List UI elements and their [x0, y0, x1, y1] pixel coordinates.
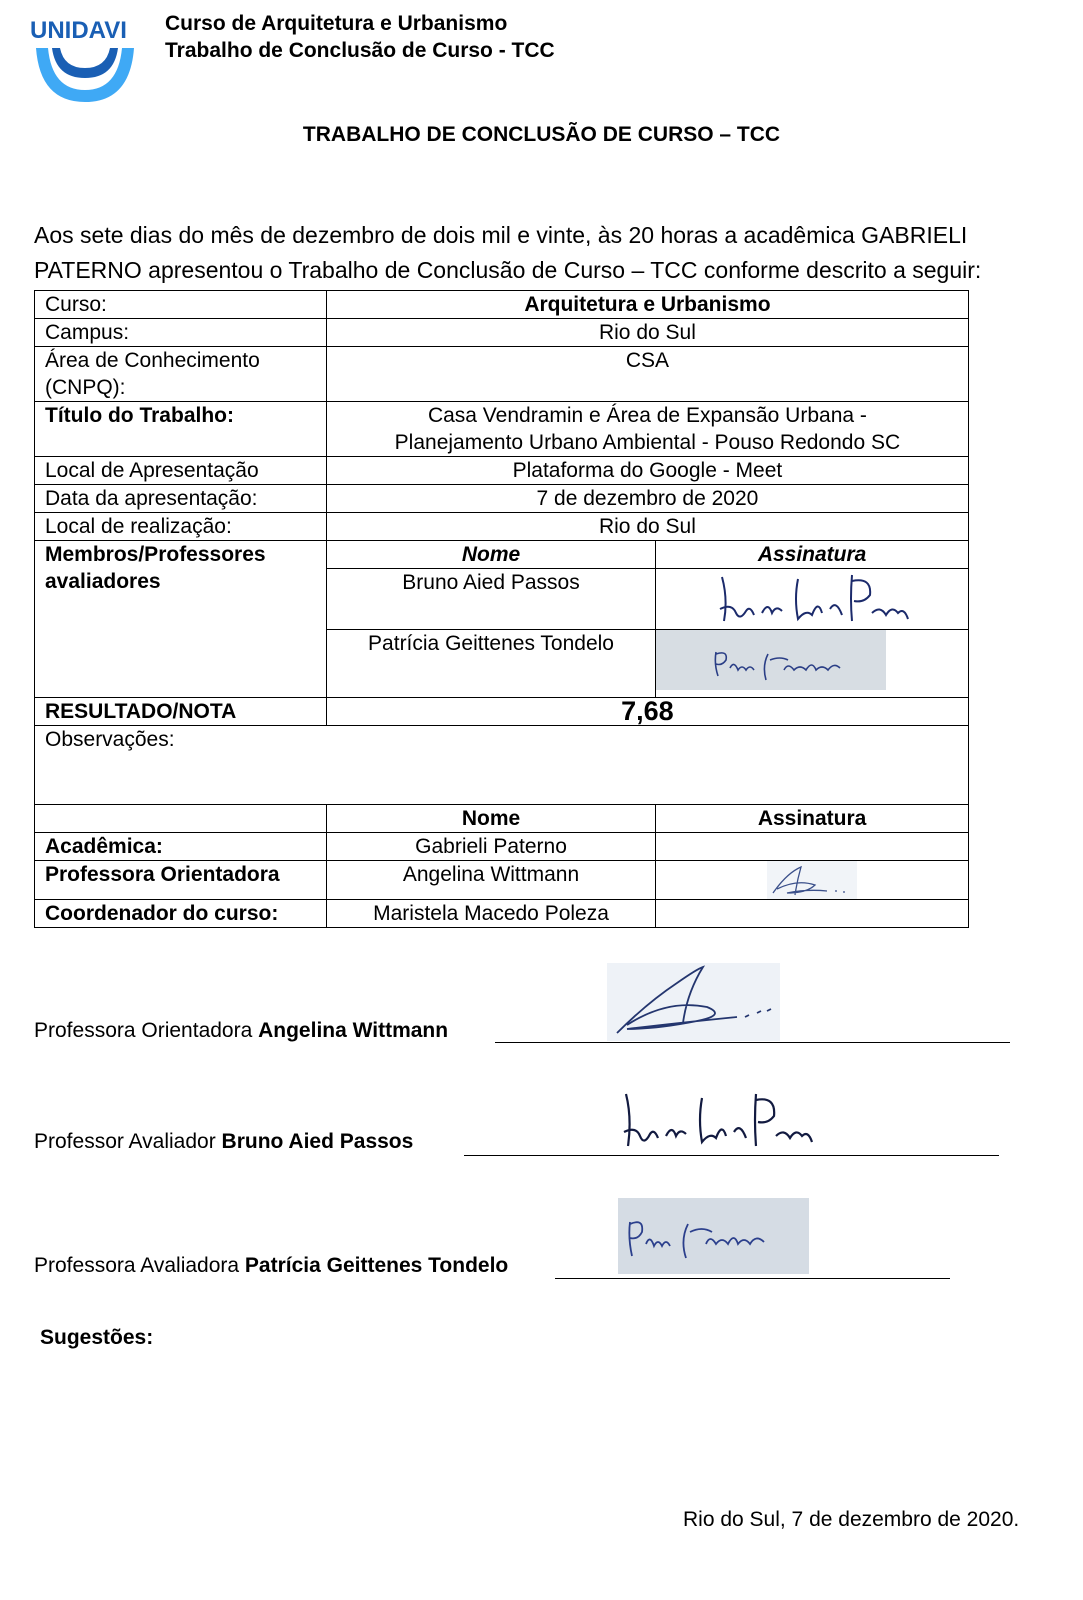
coordenador-value: Maristela Macedo Poleza	[326, 900, 655, 928]
row-academica	[35, 833, 969, 861]
local-realizacao-label: Local de realização:	[35, 513, 327, 541]
sugestoes-label: Sugestões:	[40, 1326, 154, 1349]
local-apresentacao-label: Local de Apresentação	[35, 457, 327, 485]
orientadora-prefix: Professora Orientadora	[34, 1019, 259, 1042]
document-title: TRABALHO DE CONCLUSÃO DE CURSO – TCC	[302, 123, 781, 146]
row-local-apresentacao	[35, 457, 969, 485]
avaliador-name: Bruno Aied Passos	[221, 1130, 414, 1153]
coordenador-signature	[656, 900, 969, 928]
intro-line-1: Aos sete dias do mês de dezembro de dois mil e vinte, às 20 horas a acadêmica GABRIELI	[34, 222, 968, 248]
orientadora-signature-line	[34, 1019, 448, 1043]
orientadora-label: Professora Orientadora	[35, 861, 327, 900]
evaluation-table	[34, 290, 969, 928]
titulo-label: Título do Trabalho:	[35, 402, 327, 457]
row-orientadora	[35, 861, 969, 900]
titulo-value	[326, 402, 968, 457]
titulo-line-1: Casa Vendramin e Área de Expansão Urbana -	[427, 404, 867, 427]
curso-label: Curso:	[35, 291, 327, 319]
avaliador-prefix: Professor Avaliador	[34, 1130, 222, 1153]
resultado-value: 7,68	[326, 698, 968, 726]
unidavi-logo	[30, 12, 140, 107]
orientadora-name: Angelina Wittmann	[258, 1019, 449, 1042]
orientadora-value: Angelina Wittmann	[326, 861, 655, 900]
avaliador-1-signature	[656, 569, 969, 630]
academica-signature	[656, 833, 969, 861]
data-value: 7 de dezembro de 2020	[326, 485, 968, 513]
intro-line-2: PATERNO apresentou o Trabalho de Conclusão de Curso – TCC conforme descrito a seguir:	[34, 257, 982, 283]
academica-label: Acadêmica:	[35, 833, 327, 861]
data-label: Data da apresentação:	[35, 485, 327, 513]
header-course: Curso de Arquitetura e Urbanismo	[165, 12, 508, 35]
avaliador-underline	[464, 1155, 999, 1156]
local-apresentacao-value: Plataforma do Google - Meet	[326, 457, 968, 485]
signature-angelina-image	[607, 963, 780, 1041]
orientadora-signature	[656, 861, 969, 900]
signature-angelina-small	[767, 861, 857, 899]
nome-header-2: Nome	[326, 805, 655, 833]
nome-header: Nome	[326, 541, 655, 569]
intro-paragraph	[34, 218, 1064, 288]
row-local-realizacao	[35, 513, 969, 541]
coordenador-label: Coordenador do curso:	[35, 900, 327, 928]
row-campus	[35, 319, 969, 347]
row-curso	[35, 291, 969, 319]
resultado-label: RESULTADO/NOTA	[35, 698, 327, 726]
signature-patricia-large	[618, 1198, 809, 1274]
area-value: CSA	[326, 347, 968, 402]
avaliadora-name: Patrícia Geittenes Tondelo	[244, 1254, 509, 1277]
curso-value: Arquitetura e Urbanismo	[326, 291, 968, 319]
row-area	[35, 347, 969, 402]
row-data	[35, 485, 969, 513]
titulo-line-2: Planejamento Urbano Ambiental - Pouso Redondo SC	[394, 431, 901, 454]
assinatura-header: Assinatura	[656, 541, 969, 569]
avaliador-signature-line	[34, 1130, 413, 1154]
row-observacoes	[35, 726, 969, 805]
signature-patricia-image	[656, 630, 886, 690]
local-realizacao-value: Rio do Sul	[326, 513, 968, 541]
avaliador-2-name: Patrícia Geittenes Tondelo	[326, 630, 655, 698]
final-header-empty	[35, 805, 327, 833]
row-titulo	[35, 402, 969, 457]
header-tcc: Trabalho de Conclusão de Curso - TCC	[165, 39, 555, 62]
row-final-header	[35, 805, 969, 833]
campus-label: Campus:	[35, 319, 327, 347]
row-membros-header	[35, 541, 969, 569]
orientadora-underline	[495, 1042, 1010, 1043]
signature-bruno-large	[612, 1088, 827, 1153]
avaliadora-underline	[555, 1278, 950, 1279]
membros-label: Membros/Professores avaliadores	[35, 541, 327, 698]
footer-date: Rio do Sul, 7 de dezembro de 2020.	[683, 1508, 1020, 1531]
signature-bruno-image	[702, 569, 922, 627]
logo-text: UNIDAVI	[30, 17, 127, 44]
campus-value: Rio do Sul	[326, 319, 968, 347]
avaliadora-signature-line	[34, 1254, 508, 1278]
row-resultado	[35, 698, 969, 726]
row-coordenador	[35, 900, 969, 928]
avaliador-1-name: Bruno Aied Passos	[326, 569, 655, 630]
avaliador-2-signature	[656, 630, 969, 698]
avaliadora-prefix: Professora Avaliadora	[34, 1254, 245, 1277]
area-label: Área de Conhecimento (CNPQ):	[35, 347, 327, 402]
assinatura-header-2: Assinatura	[656, 805, 969, 833]
academica-value: Gabrieli Paterno	[326, 833, 655, 861]
observacoes-label: Observações:	[35, 726, 969, 805]
